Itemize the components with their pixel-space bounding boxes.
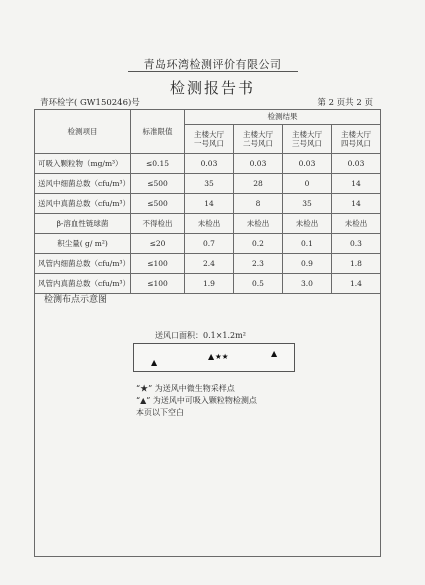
table-row (35, 254, 381, 274)
value-cell: 35 (185, 174, 234, 194)
item-header: 检测项目 (35, 110, 131, 154)
limit-cell: ≤0.15 (131, 154, 185, 174)
limit-cell: ≤500 (131, 194, 185, 214)
location-header: 主楼大厅 三号风口 (283, 125, 332, 154)
limit-cell: ≤20 (131, 234, 185, 254)
triangle-icon: ▲ (151, 358, 158, 367)
table-row (35, 174, 381, 194)
table-row (35, 234, 381, 254)
value-cell: 0.03 (332, 154, 381, 174)
report-title: 检测报告书 (169, 79, 255, 97)
limit-cell: ≤500 (131, 174, 185, 194)
value-cell: 35 (283, 194, 332, 214)
location-header: 主楼大厅 一号风口 (185, 125, 234, 154)
value-cell: 0.2 (234, 234, 283, 254)
table-row (35, 154, 381, 174)
value-cell: 未检出 (185, 214, 234, 234)
value-cell: 0.7 (185, 234, 234, 254)
triangle-icon: ▲ (208, 352, 215, 361)
diagram-section-title: 检测布点示意图 (44, 295, 108, 305)
item-cell: 送风中细菌总数（cfu/m³） (35, 174, 131, 194)
vent-area-label: 送风口面积：0.1×1.2m² (155, 331, 246, 340)
star-icon: ★★ (215, 352, 229, 361)
value-cell: 0.5 (234, 274, 283, 294)
value-cell: 1.4 (332, 274, 381, 294)
vent-diagram (133, 343, 295, 372)
value-cell: 未检出 (332, 214, 381, 234)
value-cell: 3.0 (283, 274, 332, 294)
limit-cell: 不得检出 (131, 214, 185, 234)
value-cell: 2.4 (185, 254, 234, 274)
item-cell: 可吸入颗粒物（mg/m³） (35, 154, 131, 174)
blank-note: 本页以下空白 (136, 408, 184, 417)
value-cell: 0.03 (283, 154, 332, 174)
value-cell: 未检出 (234, 214, 283, 234)
value-cell: 0 (283, 174, 332, 194)
value-cell: 1.9 (185, 274, 234, 294)
item-cell: β-溶血性链球菌 (35, 214, 131, 234)
location-header: 主楼大厅 二号风口 (234, 125, 283, 154)
legend-star: “★” 为送风中微生物采样点 (136, 384, 235, 393)
value-cell: 1.8 (332, 254, 381, 274)
table-row (35, 194, 381, 214)
value-cell: 14 (185, 194, 234, 214)
item-cell: 积尘量( g/ m²) (35, 234, 131, 254)
value-cell: 28 (234, 174, 283, 194)
limit-header: 标准限值 (131, 110, 185, 154)
value-cell: 14 (332, 194, 381, 214)
item-cell: 送风中真菌总数（cfu/m³） (35, 194, 131, 214)
value-cell: 14 (332, 174, 381, 194)
company-underline (128, 71, 298, 72)
report-number: 青环检字( GW150246)号 (40, 98, 140, 108)
diagram-frame (34, 284, 381, 557)
location-header: 主楼大厅 四号风口 (332, 125, 381, 154)
table-row (35, 214, 381, 234)
legend-triangle: “▲” 为送风中可吸入颗粒物检测点 (136, 396, 257, 405)
triangle-icon: ▲ (271, 349, 278, 358)
item-cell: 风管内真菌总数（cfu/m³） (35, 274, 131, 294)
company-name: 青岛环湾检测评价有限公司 (143, 58, 282, 71)
table-header-row (35, 110, 381, 125)
value-cell: 0.03 (234, 154, 283, 174)
limit-cell: ≤100 (131, 254, 185, 274)
page-number: 第 2 页共 2 页 (317, 98, 373, 108)
value-cell: 0.1 (283, 234, 332, 254)
value-cell: 0.3 (332, 234, 381, 254)
value-cell: 未检出 (283, 214, 332, 234)
limit-cell: ≤100 (131, 274, 185, 294)
item-cell: 风管内细菌总数（cfu/m³） (35, 254, 131, 274)
value-cell: 0.03 (185, 154, 234, 174)
result-header: 检测结果 (185, 110, 381, 125)
results-table (34, 109, 381, 294)
value-cell: 2.3 (234, 254, 283, 274)
value-cell: 0.9 (283, 254, 332, 274)
value-cell: 8 (234, 194, 283, 214)
